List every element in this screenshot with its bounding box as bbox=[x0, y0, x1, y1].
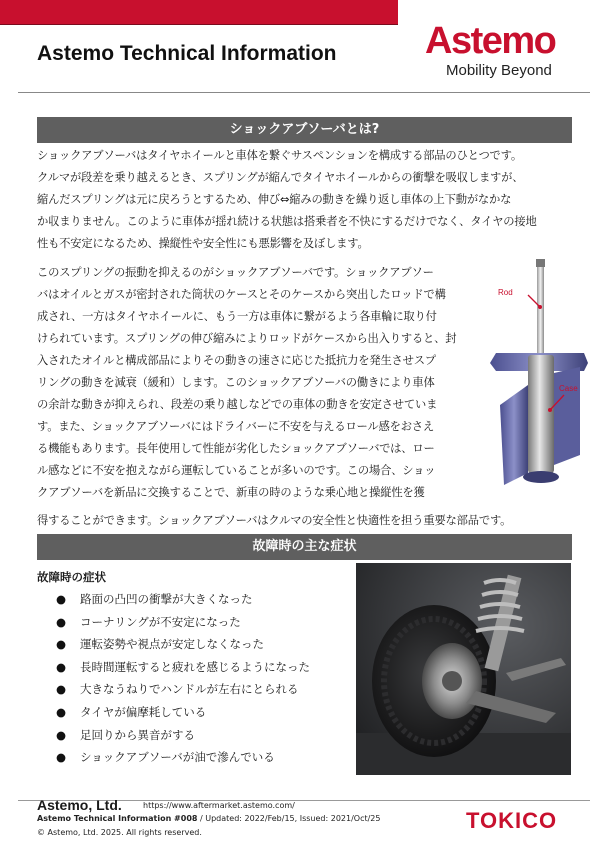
symptom-text: 長時間運転すると疲れを感じるようになった bbox=[80, 659, 310, 674]
symptom-text: 大きなうねりでハンドルが左右にとられる bbox=[80, 682, 299, 697]
function-line: の余計な動きが抑えられ、段差の乗り越しなどでの車体の動きを安定させていま bbox=[37, 398, 438, 411]
case-leader-dot bbox=[548, 408, 552, 412]
function-line: けられています。スプリングの伸び縮みによりロッドがケースから出入りすると、封 bbox=[37, 332, 457, 345]
section-heading-symptoms: 故障時の主な症状 bbox=[37, 534, 572, 560]
function-line: 入されたオイルと構成部品によりその動きの速さに応じた抵抗力を発生させスプ bbox=[37, 354, 436, 367]
intro-line: 縮んだスプリングは元に戻ろうとするため、伸び⇔縮みの動きを繰り返し車体の上下動がなかな bbox=[37, 193, 512, 206]
symptom-item bbox=[56, 746, 310, 769]
symptom-item bbox=[56, 656, 310, 679]
function-paragraph-last: 得することができます。ショックアブソーバはクルマの安全性と快適性を担う重要な部品です。 bbox=[37, 514, 512, 527]
case bbox=[528, 355, 554, 473]
tokico-logo: TOKICO bbox=[466, 808, 558, 833]
function-line: る機能もあります。長年使用して性能が劣化したショックアブソーバでは、ロー bbox=[37, 442, 435, 455]
footer-company: Astemo, Ltd. bbox=[37, 797, 122, 813]
bullet-icon: ● bbox=[56, 614, 67, 629]
intro-paragraph bbox=[37, 145, 582, 255]
bullet-icon: ● bbox=[56, 727, 67, 742]
footer-doc-id: Astemo Technical Information #008 bbox=[37, 814, 198, 823]
footer-revision: / Updated: 2022/Feb/15, Issued: 2021/Oct/25 bbox=[197, 814, 381, 823]
intro-line: か収まりません。このように車体が揺れ続ける状態は搭乗者を不快にするだけでなく、タイヤの接地 bbox=[37, 215, 537, 228]
symptom-item bbox=[56, 588, 310, 611]
function-line: バはオイルとガスが密封された筒状のケースとそのケースから突出したロッドで構 bbox=[37, 288, 446, 301]
intro-line: クルマが段差を乗り越えるとき、スプリングが縮んでタイヤホイールからの衝撃を吸収しますが、 bbox=[37, 171, 524, 184]
symptom-text: 運転姿勢や視点が安定しなくなった bbox=[80, 637, 264, 652]
function-line: このスプリングの振動を抑えるのがショックアブソーバです。ショックアブソー bbox=[37, 266, 434, 279]
symptom-text: タイヤが偏摩耗している bbox=[80, 704, 207, 719]
section-heading-what-is: ショックアブソーバとは? bbox=[37, 117, 572, 143]
bullet-icon: ● bbox=[56, 704, 67, 719]
suspension-photo-art bbox=[356, 563, 571, 775]
footer-doc-info bbox=[37, 814, 380, 823]
bottom-mount bbox=[523, 471, 559, 483]
top-accent-bar bbox=[0, 0, 398, 24]
function-line: クアブソーバを新品に交換することで、新車の時のような乗心地と操縦性を獲 bbox=[37, 486, 425, 499]
symptom-item bbox=[56, 633, 310, 656]
shock-absorber-illustration bbox=[484, 255, 588, 505]
symptom-item bbox=[56, 724, 310, 747]
bullet-icon: ● bbox=[56, 592, 67, 606]
function-line: ル感などに不安を抱えながら運転していることが多いのです。この場合、ショッ bbox=[37, 464, 436, 477]
intro-line: 性も不安定になるため、操縦性や安全性にも悪影響を及ぼします。 bbox=[37, 237, 369, 250]
function-paragraph bbox=[37, 262, 487, 504]
symptom-text: コーナリングが不安定になった bbox=[80, 614, 241, 629]
suspension-photo bbox=[356, 563, 571, 775]
symptom-item bbox=[56, 611, 310, 634]
bullet-icon: ● bbox=[56, 750, 67, 765]
knuckle-bracket bbox=[500, 385, 528, 485]
rod-nut bbox=[536, 259, 545, 267]
symptom-item bbox=[56, 678, 310, 701]
symptoms-subheading: 故障時の症状 bbox=[37, 570, 106, 584]
symptom-text: 足回りから異音がする bbox=[80, 727, 195, 742]
intro-line: ショックアブソーバはタイヤホイールと車体を繋ぐサスペンションを構成する部品のひとつです。 bbox=[37, 149, 522, 162]
function-line: リングの動きを減衰（緩和）します。このショックアブソーバの働きにより車体 bbox=[37, 376, 435, 389]
brand-tagline: Mobility Beyond bbox=[446, 62, 552, 79]
rod-leader-dot bbox=[538, 305, 542, 309]
astemo-logo: Astemo bbox=[425, 20, 556, 62]
top-accent-line bbox=[0, 24, 398, 25]
symptom-list bbox=[56, 588, 310, 769]
symptom-text: ショックアブソーバが油で滲んでいる bbox=[80, 750, 275, 765]
hub bbox=[442, 671, 462, 691]
symptom-text: 路面の凸凹の衝撃が大きくなった bbox=[80, 592, 253, 606]
bullet-icon: ● bbox=[56, 637, 67, 652]
document-title: Astemo Technical Information bbox=[37, 42, 337, 65]
bullet-icon: ● bbox=[56, 659, 67, 674]
case-label: Case bbox=[559, 384, 578, 393]
function-line: 成され、一方はタイヤホイールに、もう一方は車体に繋がるよう各車輪に取り付 bbox=[37, 310, 437, 323]
bullet-icon: ● bbox=[56, 682, 67, 697]
function-line: す。また、ショックアブソーバにはドライバーに不安を与えるロール感をおさえ bbox=[37, 420, 435, 433]
header-divider bbox=[18, 92, 590, 93]
rod-label: Rod bbox=[498, 288, 513, 297]
footer-url-link[interactable]: https://www.aftermarket.astemo.com/ bbox=[143, 801, 295, 810]
symptom-item bbox=[56, 701, 310, 724]
footer-copyright: © Astemo, Ltd. 2025. All rights reserved. bbox=[37, 828, 202, 837]
strut-bracket bbox=[554, 367, 580, 465]
rod bbox=[537, 267, 544, 355]
